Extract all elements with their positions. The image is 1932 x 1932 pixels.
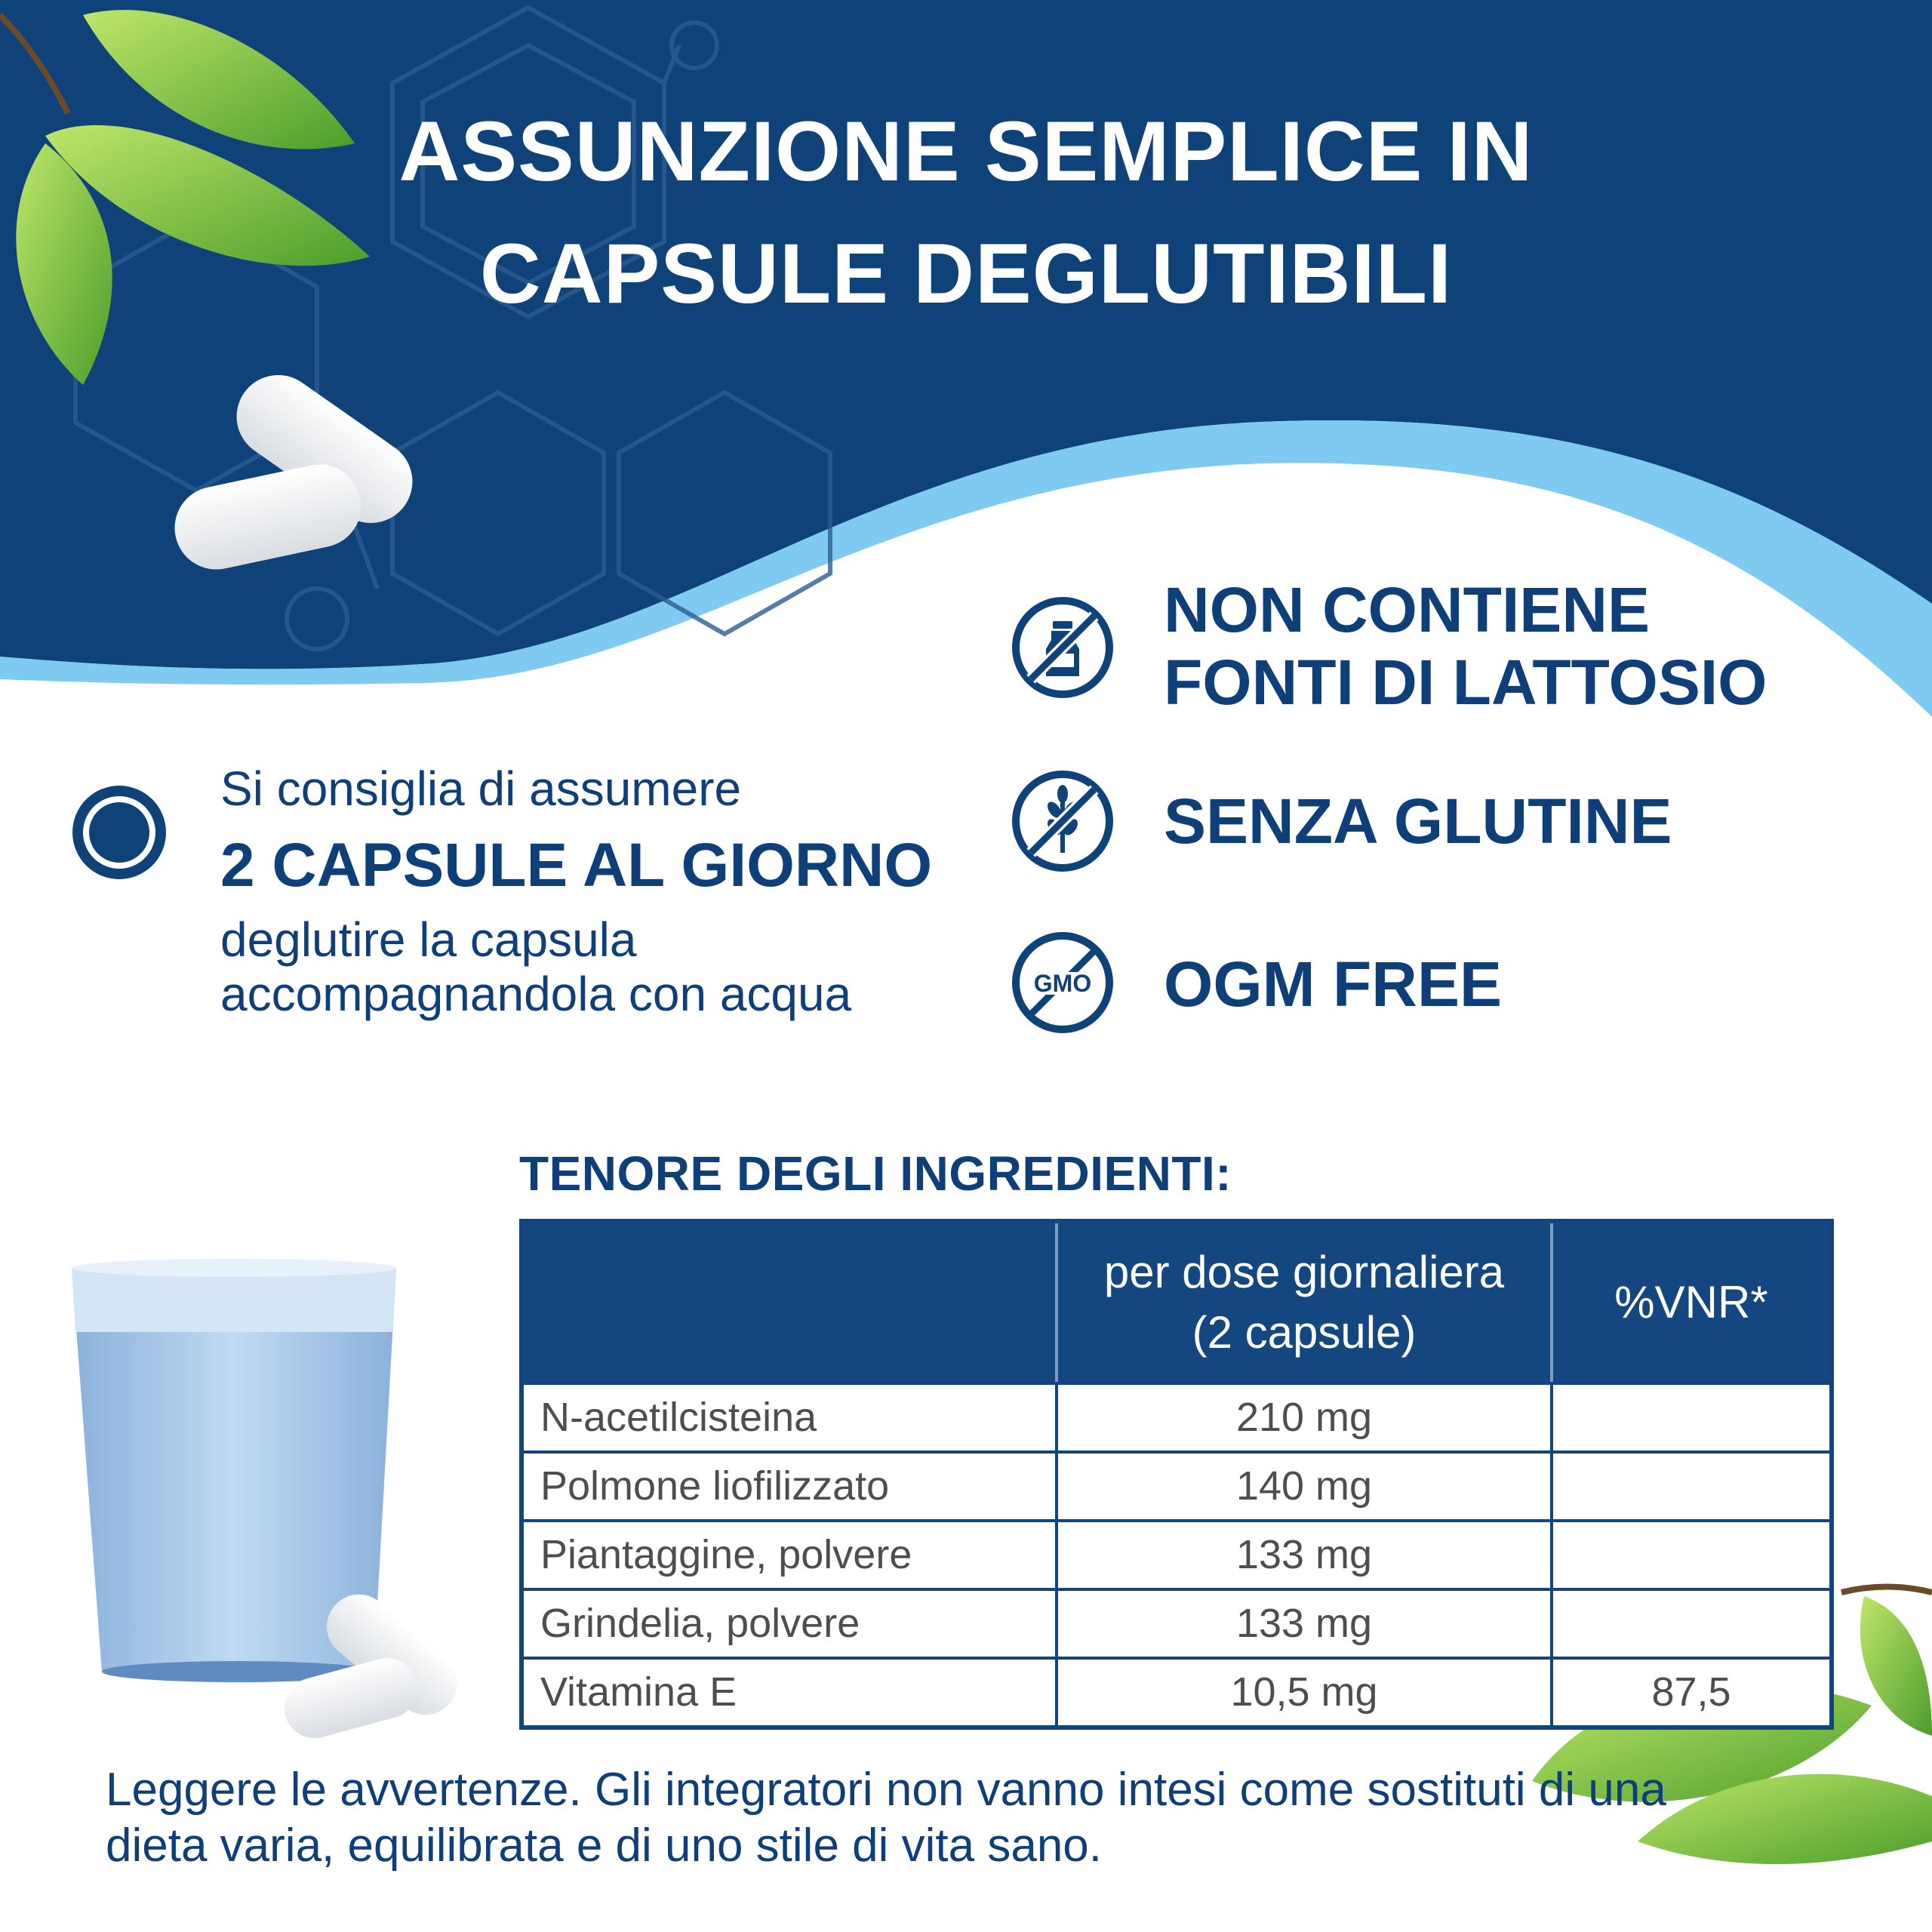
ingredient-name: N-acetilcisteina [524,1385,1058,1451]
disclaimer-line-1: Leggere le avvertenze. Gli integratori non vanno intesi come sostituti di una [106,1764,1666,1816]
gmo-icon-text: GMO [1033,970,1092,997]
header-cell-vnr: %VNR* [1614,1277,1768,1327]
ingredient-vnr [1553,1522,1829,1588]
dosage-instructions-line-2: accompagnandola con acqua [220,967,852,1021]
table-header-row [524,1223,1829,1382]
header-cell-ingredient [524,1223,1058,1382]
table-row [524,1382,1829,1451]
dosage-amount: 2 CAPSULE AL GIORNO [220,831,933,900]
title-line-2: CAPSULE DEGLUTIBILI [479,226,1453,321]
dosage-instructions [220,912,975,1021]
header-daily-dose-line-1: per dose giornaliera [1103,1247,1505,1297]
ingredient-name: Grindelia, polvere [524,1591,1058,1657]
ingredient-name: Vitamina E [524,1660,1058,1725]
feature-lactose-free [1164,574,1767,718]
gmo-free-icon [1010,930,1115,1035]
ingredient-vnr [1553,1385,1829,1451]
table-row [524,1588,1829,1657]
ingredient-vnr: 87,5 [1651,1669,1731,1715]
table-row [524,1657,1829,1725]
ingredient-name: Polmone liofilizzato [524,1454,1058,1519]
disclaimer-line-2: dieta varia, equilibrata e di uno stile di vita sano. [106,1820,1103,1872]
ingredients-title: TENORE DEGLI INGREDIENTI: [519,1146,1232,1201]
header-cell-daily-dose [1058,1223,1553,1382]
table-row [524,1451,1829,1519]
ingredient-vnr [1553,1454,1829,1519]
table-row [524,1519,1829,1588]
ingredient-amount: 210 mg [1058,1385,1553,1451]
feature-gluten-free: SENZA GLUTINE [1164,786,1672,857]
ingredient-amount: 133 mg [1058,1591,1553,1657]
ingredient-amount: 140 mg [1058,1454,1553,1519]
title-line-1: ASSUNZIONE SEMPLICE IN [398,104,1534,198]
ingredient-amount: 133 mg [1058,1522,1553,1588]
ingredients-table [519,1219,1834,1730]
no-milk-icon [1010,595,1115,700]
feature-lactose-line-2: FONTI DI LATTOSIO [1164,647,1767,718]
no-gluten-icon [1010,768,1115,874]
feature-gmo-free: OGM FREE [1164,949,1503,1020]
dosage-info [220,758,975,1021]
circle-ring-icon [68,781,171,884]
page-title [226,91,1706,335]
feature-lactose-line-1: NON CONTIENE [1164,574,1651,645]
ingredient-amount: 10,5 mg [1058,1660,1553,1725]
disclaimer-text [106,1762,1864,1874]
ingredient-vnr [1553,1591,1829,1657]
ingredient-name: Piantaggine, polvere [524,1522,1058,1588]
header-daily-dose-line-2: (2 capsule) [1192,1307,1417,1358]
dosage-intro: Si consiglia di assumere [220,761,742,816]
dosage-instructions-line-1: deglutire la capsula [220,912,637,967]
